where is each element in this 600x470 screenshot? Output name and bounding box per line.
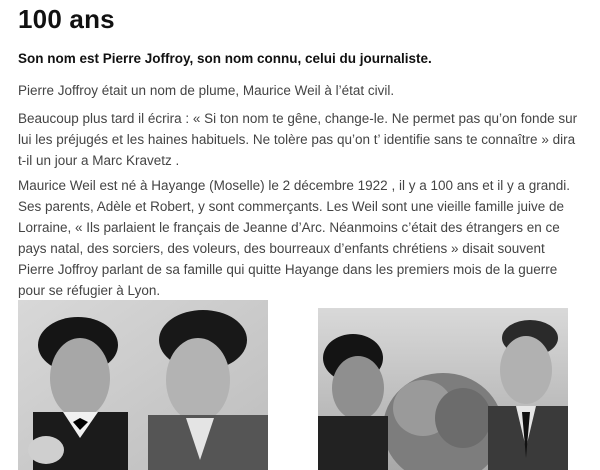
photo-two-men-portrait [18, 300, 268, 470]
article-title: 100 ans [18, 4, 115, 34]
paragraph-2: Beaucoup plus tard il écrira : « Si ton nom te gêne, change-le. Ne permet pas qu’on fonde sur lui les préjugés et les haines habituels. Ne tolère pas qu’on t’ identifie sans te connaître » dira t-il un jour a Marc Kravetz . [18, 111, 578, 168]
paragraph-3: Maurice Weil est né à Hayange (Moselle) le 2 décembre 1922 , il y a 100 ans et il y a grandi. Ses parents, Adèle et Robert, y sont commerçants. Les Weil sont une vieille famille juive de Lorraine, « Ils parlaient le français de Jeanne d’Arc. Néanmoins c’était des étrangers en ce pays natal, des sorciers, des voleurs, des bourreaux d’enfants chrétiens » disait souvent Pierre Joffroy parlant de sa famille qui quitte Hayange dans les premiers mois de la guerre pour se réfugier à Lyon. [18, 178, 571, 298]
article-lead: Son nom est Pierre Joffroy, son nom connu, celui du journaliste. [18, 51, 432, 66]
paragraph-1: Pierre Joffroy était un nom de plume, Maurice Weil à l’état civil. [18, 83, 395, 98]
photo-two-men-outdoors [318, 308, 568, 470]
